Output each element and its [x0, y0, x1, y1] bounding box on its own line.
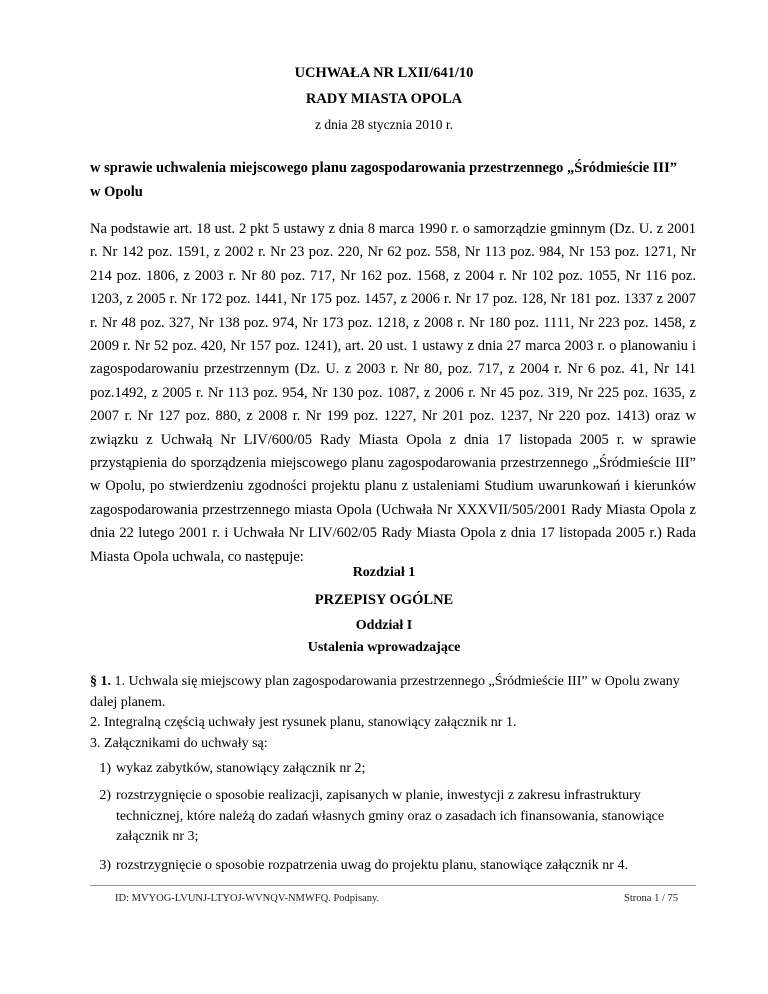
resolution-date: z dnia 28 stycznia 2010 r.	[315, 117, 453, 132]
list-item-number: 2)	[99, 788, 111, 803]
document-id: ID: MVYOG-LVUNJ-LTYOJ-WVNQV-NMWFQ. Podpisany.	[115, 893, 380, 904]
chapter-title: PRZEPISY OGÓLNE	[314, 592, 454, 608]
chapter-label: Rozdział 1	[352, 565, 416, 580]
legal-basis-text: Na podstawie art. 18 ust. 2 pkt 5 ustawy z dnia 8 marca 1990 r. o samorządzie gminnym (Dz. U. z 2001 r. Nr 142 poz. 1591, z 2002 r. Nr 23 poz. 220, Nr 62 poz. 558, Nr 113 poz. 984, Nr 153 poz. 1271, Nr 214 poz. 1806, z 2003 r. Nr 80 poz. 717, Nr 162 poz. 1568, z 2004 r. Nr 102 poz. 1055, Nr 116 poz. 1203, z 2005 r. Nr 172 poz. 1441, Nr 175 poz. 1457, z 2006 r. Nr 17 poz. 128, Nr 181 poz. 1337 z 2007 r. Nr 48 poz. 327, Nr 138 poz. 974, Nr 173 poz. 1218, z 2008 r. Nr 180 poz. 1111, Nr 223 poz. 1458, z 2009 r. Nr 52 poz. 420, Nr 157 poz. 1241), art. 20 ust. 1 ustawy z dnia 27 marca 2003 r. o planowaniu i zagospodarowaniu przestrzennym (Dz. U. z 2003 r. Nr 80, poz. 717, z 2004 r. Nr 6 poz. 41, Nr 141 poz.1492, z 2005 r. Nr 113 poz. 954, Nr 130 poz. 1087, z 2006 r. Nr 45 poz. 319, Nr 225 poz. 1635, z 2007 r. Nr 127 poz. 880, z 2008 r. Nr 199 poz. 1227, Nr 201 poz. 1237, Nr 220 poz. 1413) oraz w związku z Uchwałą Nr LIV/600/05 Rady Miasta Opola z dnia 17 listopada 2005 r. w sprawie przystąpienia do sporządzenia miejscowego planu zagospodarowania przestrzennego „Śródmieście III” w Opolu, po stwierdzeniu zgodności projektu planu z ustaleniami Studium uwarunkowań i kierunków zagospodarowania przestrzennego miasta Opola (Uchwała Nr XXXVII/505/2001 Rady Miasta Opola z dnia 22 lutego 2001 r. i Uchwała Nr LIV/602/05 Rady Miasta Opola z dnia 17 listopada 2005 r.) Rada Miasta Opola uchwala, co następuje:	[90, 221, 696, 565]
list-item-number: 1)	[99, 761, 111, 776]
section-1-p1	[90, 672, 696, 713]
list-item	[90, 856, 696, 877]
division-label: Oddział I	[355, 618, 413, 633]
section-1-p1-text: 1. Uchwala się miejscowy plan zagospodarowania przestrzennego „Śródmieście III” w Opolu zwany dalej planem.	[90, 674, 680, 710]
list-item-text: rozstrzygnięcie o sposobie realizacji, zapisanych w planie, inwestycji z zakresu infrastruktury technicznej, które należą do zadań własnych gminy oraz o zasadach ich finansowania, stanowiące załącznik nr 3;	[116, 788, 665, 844]
list-item-number: 3)	[99, 858, 111, 873]
list-item	[90, 759, 696, 780]
section-1-p2: 2. Integralną częścią uchwały jest rysunek planu, stanowiący załącznik nr 1.	[90, 715, 517, 730]
resolution-number: UCHWAŁA NR LXII/641/10	[294, 65, 474, 81]
resolution-subject: w sprawie uchwalenia miejscowego planu zagospodarowania przestrzennego „Śródmieście III” w Opolu	[90, 160, 677, 200]
footer-divider	[90, 885, 696, 886]
page-number: Strona 1 / 75	[624, 893, 678, 904]
council-name: RADY MIASTA OPOLA	[305, 91, 463, 107]
section-1	[90, 672, 696, 754]
division-title: Ustalenia wprowadzające	[307, 640, 461, 655]
list-item-text: wykaz zabytków, stanowiący załącznik nr 2;	[116, 761, 366, 776]
legal-basis-paragraph	[90, 218, 696, 569]
section-mark: § 1.	[90, 674, 111, 689]
section-1-p3: 3. Załącznikami do uchwały są:	[90, 735, 268, 751]
list-item-text: rozstrzygnięcie o sposobie rozpatrzenia uwag do projektu planu, stanowiące załącznik nr 4.	[116, 858, 628, 873]
list-item	[90, 786, 696, 848]
